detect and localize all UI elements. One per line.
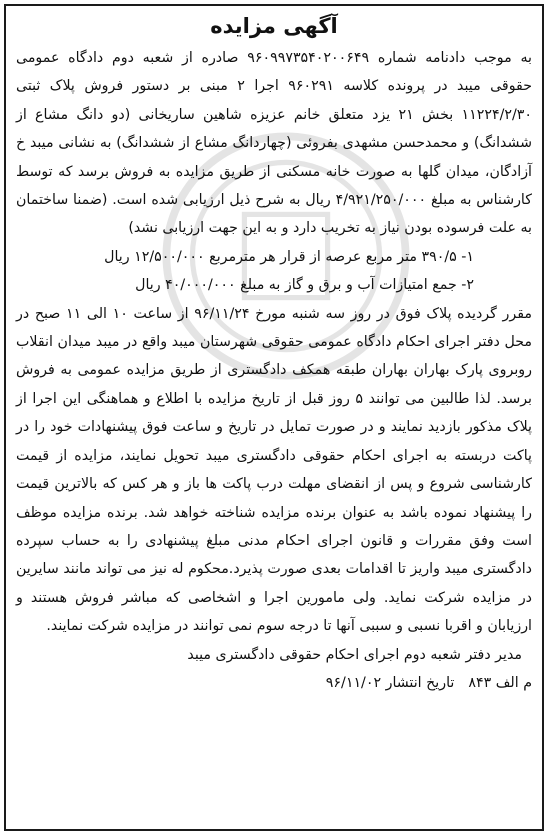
list-item: ۲- جمع امتیازات آب و برق و گاز به مبلغ ۴۰/۰۰۰/۰۰۰ ریال: [135, 277, 474, 294]
auction-notice: [4, 4, 544, 831]
notice-publish-date: تاریخ انتشار ۹۶/۱۱/۰۲: [325, 674, 455, 691]
notice-meta: [16, 669, 532, 697]
notice-terms: مقرر گردیده پلاک فوق در روز سه شنبه مورخ ۹۶/۱۱/۲۴ از ساعت ۱۰ الی ۱۱ صبح در محل دفتر اجرای احکام دادگاه عمومی حقوقی شهرستان میبد واقع در میبد میدان انقلاب روبروی پارک بهاران بهاران طبقه همکف دادگستری از طریق مزایده عمومی به فروش برسد. لذا طالبین می توانند ۵ روز قبل از تاریخ مزایده با اطلاع و هماهنگی این اجرا از پلاک مذکور بازدید نمایند و در صورت تمایل در تاریخ و ساعت فوق پیشنهادات خود را در پاکت دربسته به اجرای احکام حقوقی دادگستری میبد تحویل نمایند، مزایده از قیمت کارشناسی شروع و پس از انقضای مهلت درب پاکت ها باز و هر کس که بالاترین قیمت را پیشنهاد نموده باشد به عنوان برنده مزایده شناخته خواهد شد. برنده مزایده موظف است وفق مقررات و قانون اجرای احکام مدنی مبلغ پیشنهادی را به حساب سپرده دادگستری میبد واریز تا اقدامات بعدی صورت پذیرد.محکوم له نیز می تواند مانند سایرین در مزایده شرکت نماید. ولی مامورین اجرا و اشخاصی که مباشر فروش هستند و ارزیابان و اقربا نسبی و سببی آنها تا درجه سوم نمی توانند در مزایده شرکت نمایند.: [16, 305, 532, 635]
notice-title: آگهی مزایده: [210, 14, 338, 38]
list-item: ۱- ۳۹۰/۵ متر مربع عرصه از قرار هر مترمربع ۱۲/۵۰۰/۰۰۰ ریال: [104, 248, 474, 265]
notice-signature: مدیر دفتر شعبه دوم اجرای احکام حقوقی دادگستری میبد: [187, 646, 522, 663]
notice-ref: م الف ۸۴۳: [468, 674, 532, 691]
notice-intro: به موجب دادنامه شماره ۹۶۰۹۹۷۳۵۴۰۲۰۰۶۴۹ صادره از شعبه دوم دادگاه عمومی حقوقی میبد در پرونده کلاسه ۹۶۰۲۹۱ اجرا ۲ مبنی بر دستور فروش پلاک ثبتی ۱۱۲۲۴/۲/۳۰ بخش ۲۱ یزد متعلق خانم عزیزه شاهین ساریخانی (دو دانگ مشاع از ششدانگ) و محمدحسن مشهدی بفروئی (چهاردانگ مشاع از ششدانگ) به نشانی میبد خ آزادگان، میدان گلها به صورت خانه مسکنی از طریق مزایده به فروش برسد که توسط کارشناس به مبلغ ۴/۹۲۱/۲۵۰/۰۰۰ ریال به شرح ذیل ارزیابی شده است. (ضمنا ساختمان به علت فرسوده بودن نیاز به تخریب دارد و به این جهت ارزیابی نشد): [16, 50, 533, 237]
